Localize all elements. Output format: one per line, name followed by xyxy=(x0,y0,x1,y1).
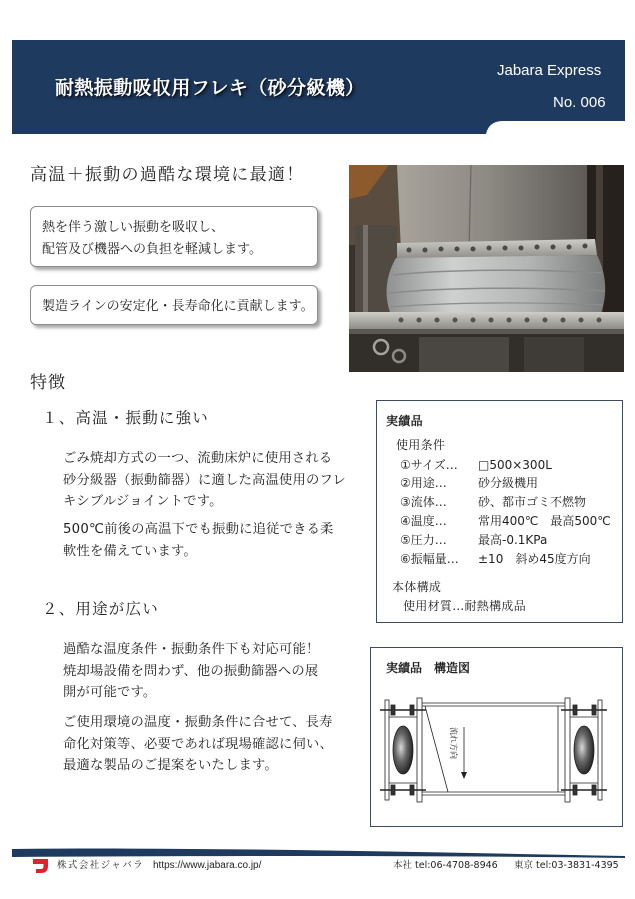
condition-label: ③流体… xyxy=(400,495,447,509)
liner-left xyxy=(425,706,448,792)
condition-value: □500×300L xyxy=(478,458,552,472)
bolt-nut xyxy=(573,705,577,715)
condition-label: ④温度… xyxy=(400,514,447,528)
bolt xyxy=(519,246,524,251)
condition-value: 砂、都市ゴミ不燃物 xyxy=(478,495,587,509)
feature-paragraph xyxy=(63,639,319,704)
bolt-nut xyxy=(410,785,414,795)
tokyo-office-tel: 東京 tel:03-3831-4395 xyxy=(514,860,619,871)
bolt xyxy=(423,248,428,253)
condition-value: 常用400℃ 最高500℃ xyxy=(478,514,611,528)
bolt xyxy=(453,318,458,323)
bolt xyxy=(507,318,512,323)
photo-flange-shadow xyxy=(349,329,624,334)
bolt xyxy=(471,247,476,252)
condition-row xyxy=(377,551,622,567)
paragraph-line: 砂分級器（振動篩器）に適した高温使用のフレ xyxy=(63,472,346,488)
bolt xyxy=(439,247,444,252)
paragraph-line: 開が可能です。 xyxy=(63,685,157,700)
condition-row xyxy=(377,513,622,529)
bolt-nut xyxy=(410,705,414,715)
paragraph-line: ご使用環境の温度・振動条件に合せて、長寿 xyxy=(63,715,333,730)
diagram-heading: 実績品 構造図 xyxy=(386,661,471,675)
left-outer-flange xyxy=(385,700,389,800)
bolt xyxy=(535,245,540,250)
photo-left-post xyxy=(363,225,368,315)
paragraph-line: 最適な製品のご提案をいたします。 xyxy=(63,758,278,773)
condition-row xyxy=(377,475,622,491)
right-inner-flange xyxy=(565,698,570,802)
condition-row xyxy=(377,457,622,473)
bolt xyxy=(435,318,440,323)
bolt-nut xyxy=(391,705,395,715)
bolt xyxy=(561,318,566,323)
condition-value: ±10 斜め45度方向 xyxy=(478,552,591,566)
photo-machine-block xyxy=(419,337,509,372)
condition-value: 最高-0.1KPa xyxy=(478,533,548,547)
bolt-nut xyxy=(592,705,596,715)
bolt xyxy=(551,245,556,250)
company-name: 株式会社ジャバラ xyxy=(57,860,145,871)
duct xyxy=(422,703,565,795)
bolt-nut xyxy=(573,785,577,795)
condition-label: ②用途… xyxy=(400,476,447,490)
spec-heading: 実績品 xyxy=(386,414,423,428)
structure-diagram xyxy=(376,690,618,815)
left-bellows xyxy=(393,726,413,774)
right-outer-flange xyxy=(598,700,602,800)
condition-value: 砂分級機用 xyxy=(478,476,539,490)
bolt-nut xyxy=(592,785,596,795)
conditions-heading: 使用条件 xyxy=(396,438,446,452)
bolt-nut xyxy=(391,785,395,795)
paragraph-line: 命化対策等、必要であれば現場確認に伺い、 xyxy=(63,736,333,752)
paragraph-line: キシブルジョイントです。 xyxy=(63,494,223,509)
body-heading: 本体構成 xyxy=(392,580,442,594)
series-name: Jabara Express xyxy=(497,62,602,79)
right-joint xyxy=(561,698,607,802)
page-title: 耐熱振動吸収用フレキ（砂分級機） xyxy=(55,77,365,99)
company-url: https://www.jabara.co.jp/ xyxy=(153,860,262,871)
left-inner-flange xyxy=(417,698,422,802)
callout-line: 製造ラインの安定化・長寿命化に貢献します。 xyxy=(42,299,314,314)
callout-line: 配管及び機器への負担を軽減します。 xyxy=(42,242,262,257)
photo-machine-block xyxy=(524,337,584,372)
condition-label: ⑤圧力… xyxy=(400,533,447,547)
paragraph-line: ごみ焼却方式の一つ、流動床炉に使用される xyxy=(63,451,333,466)
paragraph-line: 焼却場設備を問わず、他の振動篩器への展 xyxy=(63,663,319,679)
bolt xyxy=(417,318,422,323)
material-text: 使用材質…耐熱構成品 xyxy=(403,599,527,613)
features-heading: 特徴 xyxy=(30,373,66,393)
condition-label: ⑥振幅量… xyxy=(400,552,459,566)
paragraph-line: 過酷な温度条件・振動条件下も対応可能！ xyxy=(63,642,320,657)
photo-bellows xyxy=(387,255,606,315)
bolt xyxy=(455,247,460,252)
paragraph-line: 軟性を備えています。 xyxy=(63,543,197,559)
bolt xyxy=(597,318,602,323)
head-office-tel: 本社 tel:06-4708-8946 xyxy=(393,860,498,871)
feature-title: ２、用途が広い xyxy=(42,600,159,618)
paragraph-line: 500℃前後の高温下でも振動に追従できる柔 xyxy=(63,522,334,537)
bolt xyxy=(583,244,588,249)
footer-swoosh-shape xyxy=(12,849,625,858)
diagram-box xyxy=(370,647,623,827)
bolt xyxy=(489,318,494,323)
bolt xyxy=(525,318,530,323)
condition-row xyxy=(377,532,622,548)
bolt xyxy=(567,245,572,250)
lead-headline: 高温＋振動の過酷な環境に最適！ xyxy=(30,165,305,185)
callout-line: 熱を伴う激しい振動を吸収し、 xyxy=(42,220,225,235)
callout-box xyxy=(30,206,318,267)
bolt xyxy=(503,246,508,251)
bolt xyxy=(407,248,412,253)
bolt xyxy=(579,318,584,323)
flow-direction-label: 流れ方向 xyxy=(449,727,458,759)
feature-title: １、高温・振動に強い xyxy=(42,409,210,427)
bolt xyxy=(487,246,492,251)
photo-hopper xyxy=(397,165,593,251)
left-joint xyxy=(380,698,426,802)
spec-box xyxy=(376,400,623,623)
bolt xyxy=(471,318,476,323)
feature-paragraph xyxy=(63,448,346,513)
feature-paragraph xyxy=(63,712,333,777)
callout-box xyxy=(30,285,318,325)
feature-paragraph xyxy=(63,519,334,562)
product-photo xyxy=(349,165,624,372)
flow-arrow-head xyxy=(461,772,467,779)
condition-label: ①サイズ… xyxy=(400,458,458,472)
issue-number: No. 006 xyxy=(553,94,606,111)
bolt xyxy=(399,318,404,323)
jabara-logo xyxy=(30,856,52,876)
logo-mark xyxy=(33,859,48,873)
condition-row xyxy=(377,494,622,510)
right-bellows xyxy=(574,726,594,774)
bolt xyxy=(543,318,548,323)
